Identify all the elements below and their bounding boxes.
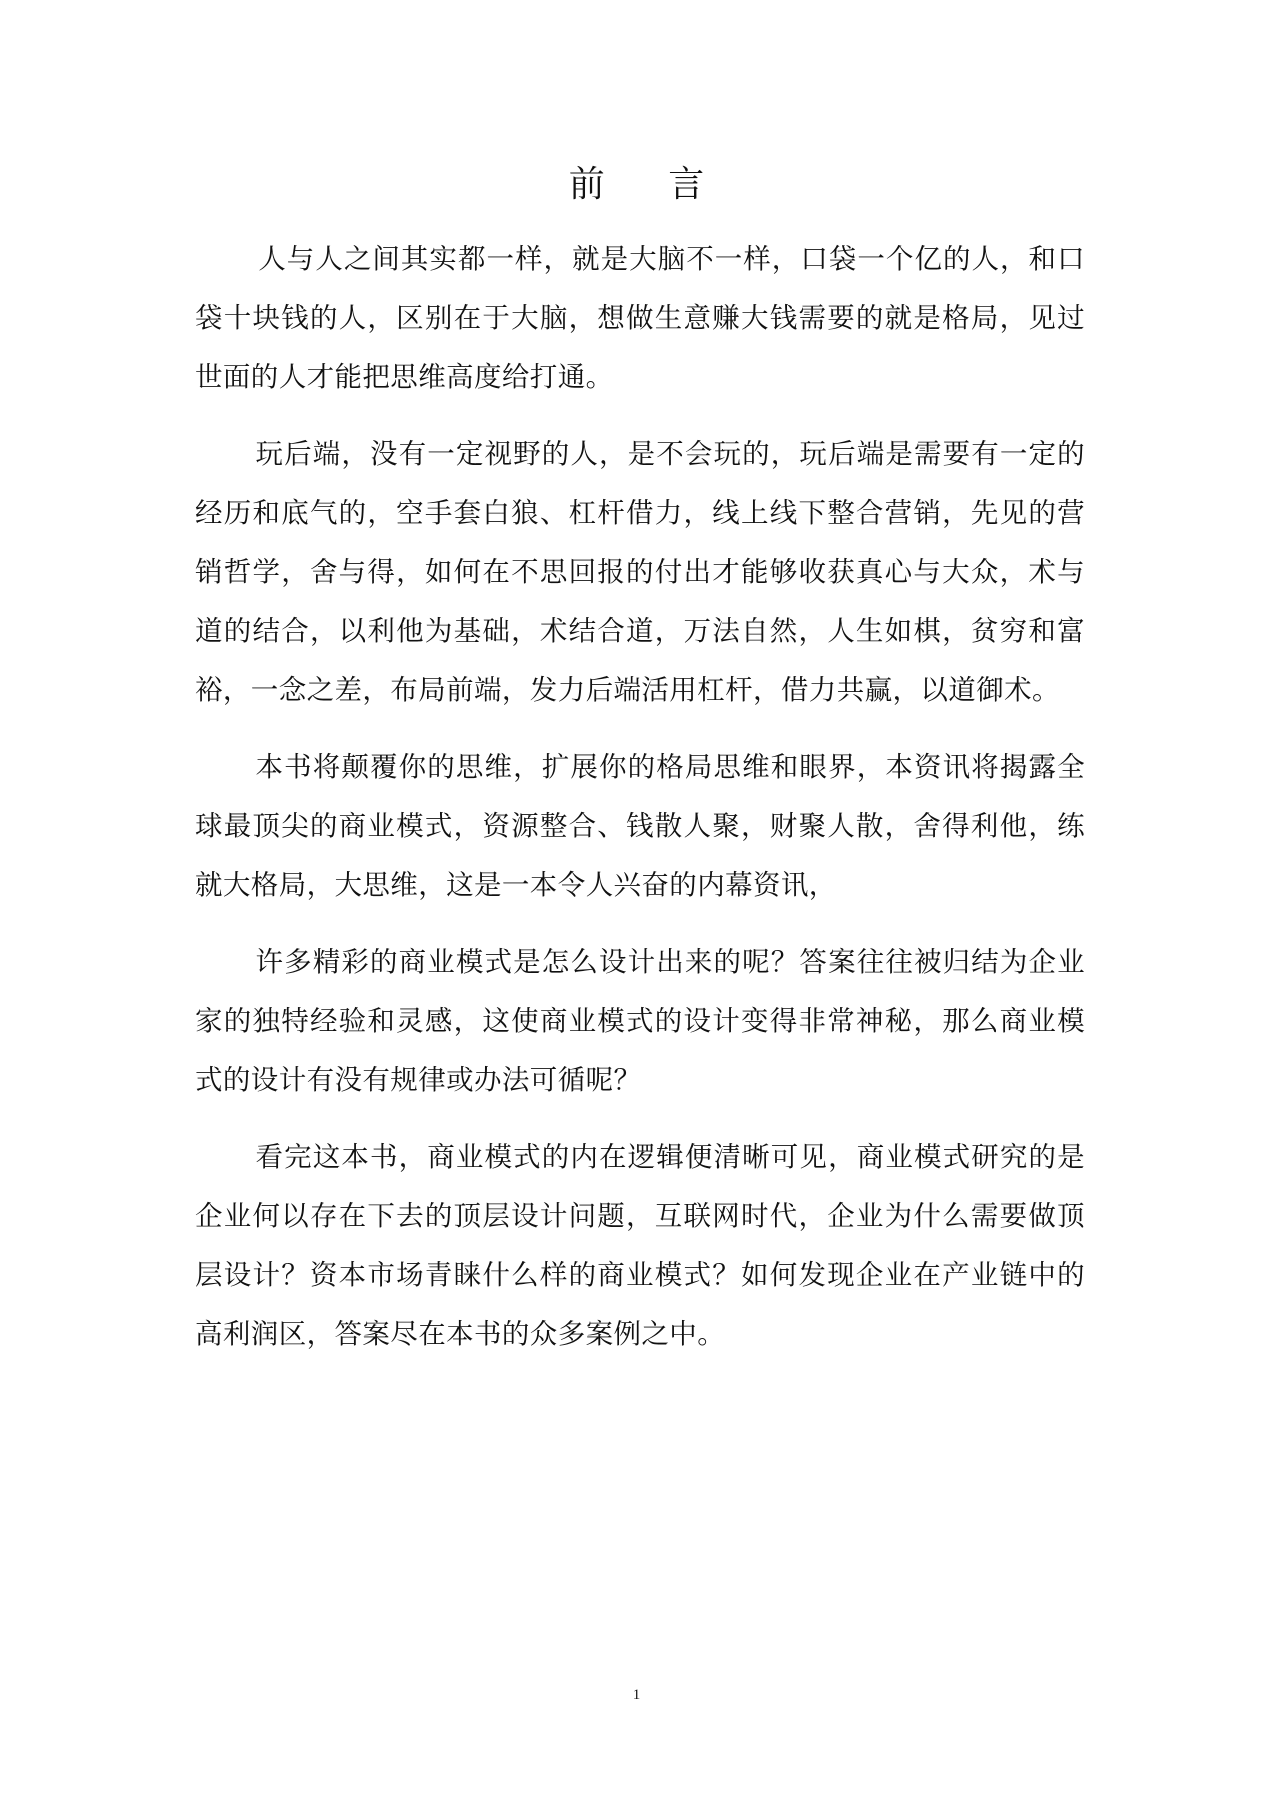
paragraph-4: 许多精彩的商业模式是怎么设计出来的呢？答案往往被归结为企业家的独特经验和灵感，这使商业模式的设计变得非常神秘，那么商业模式的设计有没有规律或办法可循呢？	[195, 946, 1085, 1096]
paragraph-1: 人与人之间其实都一样，就是大脑不一样，口袋一个亿的人，和口袋十块钱的人，区别在于大脑，想做生意赚大钱需要的就是格局，见过世面的人才能把思维高度给打通。	[195, 243, 1085, 393]
paragraph-5: 看完这本书，商业模式的内在逻辑便清晰可见，商业模式研究的是企业何以存在下去的顶层设计问题，互联网时代，企业为什么需要做顶层设计？资本市场青睐什么样的商业模式？如何发现企业在产业链中的高利润区，答案尽在本书的众多案例之中。	[195, 1141, 1085, 1350]
body-text	[195, 230, 1085, 1382]
paragraph-2: 玩后端，没有一定视野的人，是不会玩的，玩后端是需要有一定的经历和底气的，空手套白狼、杠杆借力，线上线下整合营销，先见的营销哲学，舍与得，如何在不思回报的付出才能够收获真心与大众，术与道的结合，以利他为基础，术结合道，万法自然，人生如棋，贫穷和富裕，一念之差，布局前端，发力后端活用杠杆，借力共赢，以道御术。	[195, 438, 1085, 706]
paragraph-3: 本书将颠覆你的思维，扩展你的格局思维和眼界，本资讯将揭露全球最顶尖的商业模式，资源整合、钱散人聚，财聚人散，舍得利他，练就大格局，大思维，这是一本令人兴奋的内幕资讯，	[195, 751, 1085, 901]
page-title: 前 言	[568, 164, 731, 205]
page-number: 1	[632, 1687, 641, 1703]
